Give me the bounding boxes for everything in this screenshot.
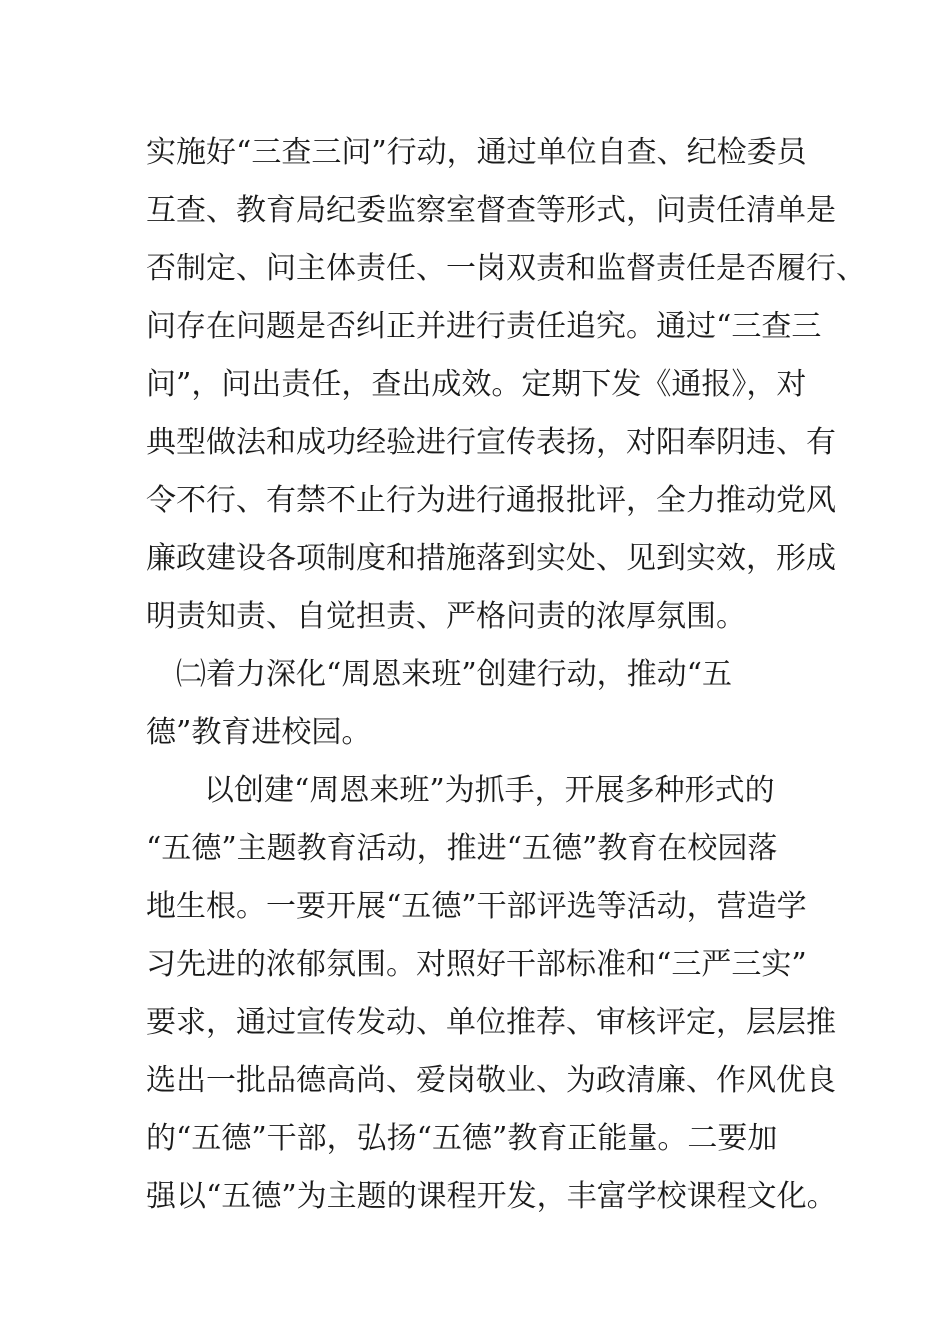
paragraph-line: 习先进的浓郁氛围。对照好干部标准和“三严三实” — [146, 947, 807, 982]
paragraph-line: 的“五德”干部，弘扬“五德”教育正能量。二要加 — [146, 1121, 778, 1156]
paragraph-line: 问存在问题是否纠正并进行责任追究。通过“三查三 — [146, 309, 822, 344]
paragraph-line: 实施好“三查三问”行动，通过单位自查、纪检委员 — [146, 135, 807, 170]
paragraph-line: “五德”主题教育活动，推进“五德”教育在校园落 — [146, 831, 778, 866]
paragraph-line: 廉政建设各项制度和措施落到实处、见到实效，形成 — [146, 541, 836, 576]
section-heading-line: 德”教育进校园。 — [146, 715, 372, 750]
paragraph-line: 选出一批品德高尚、爱岗敬业、为政清廉、作风优良 — [146, 1063, 836, 1098]
document-body — [146, 124, 866, 1226]
paragraph-line: 明责知责、自觉担责、严格问责的浓厚氛围。 — [146, 599, 746, 634]
paragraph-line: 互查、教育局纪委监察室督查等形式，问责任清单是 — [146, 193, 836, 228]
paragraph-line: 地生根。一要开展“五德”干部评选等活动，营造学 — [146, 889, 807, 924]
paragraph-line: 要求，通过宣传发动、单位推荐、审核评定，层层推 — [146, 1005, 836, 1040]
paragraph-line: 令不行、有禁不止行为进行通报批评，全力推动党风 — [146, 483, 836, 518]
section-heading-line: ㈡着力深化“周恩来班”创建行动，推动“五 — [176, 657, 733, 692]
paragraph-line: 问”，问出责任，查出成效。定期下发《通报》，对 — [146, 367, 807, 402]
paragraph-line: 典型做法和成功经验进行宣传表扬，对阳奉阴违、有 — [146, 425, 836, 460]
paragraph-line: 否制定、问主体责任、一岗双责和监督责任是否履行、 — [146, 251, 866, 286]
paragraph-line: 以创建“周恩来班”为抓手，开展多种形式的 — [204, 773, 775, 808]
paragraph-line: 强以“五德”为主题的课程开发，丰富学校课程文化。 — [146, 1179, 837, 1214]
